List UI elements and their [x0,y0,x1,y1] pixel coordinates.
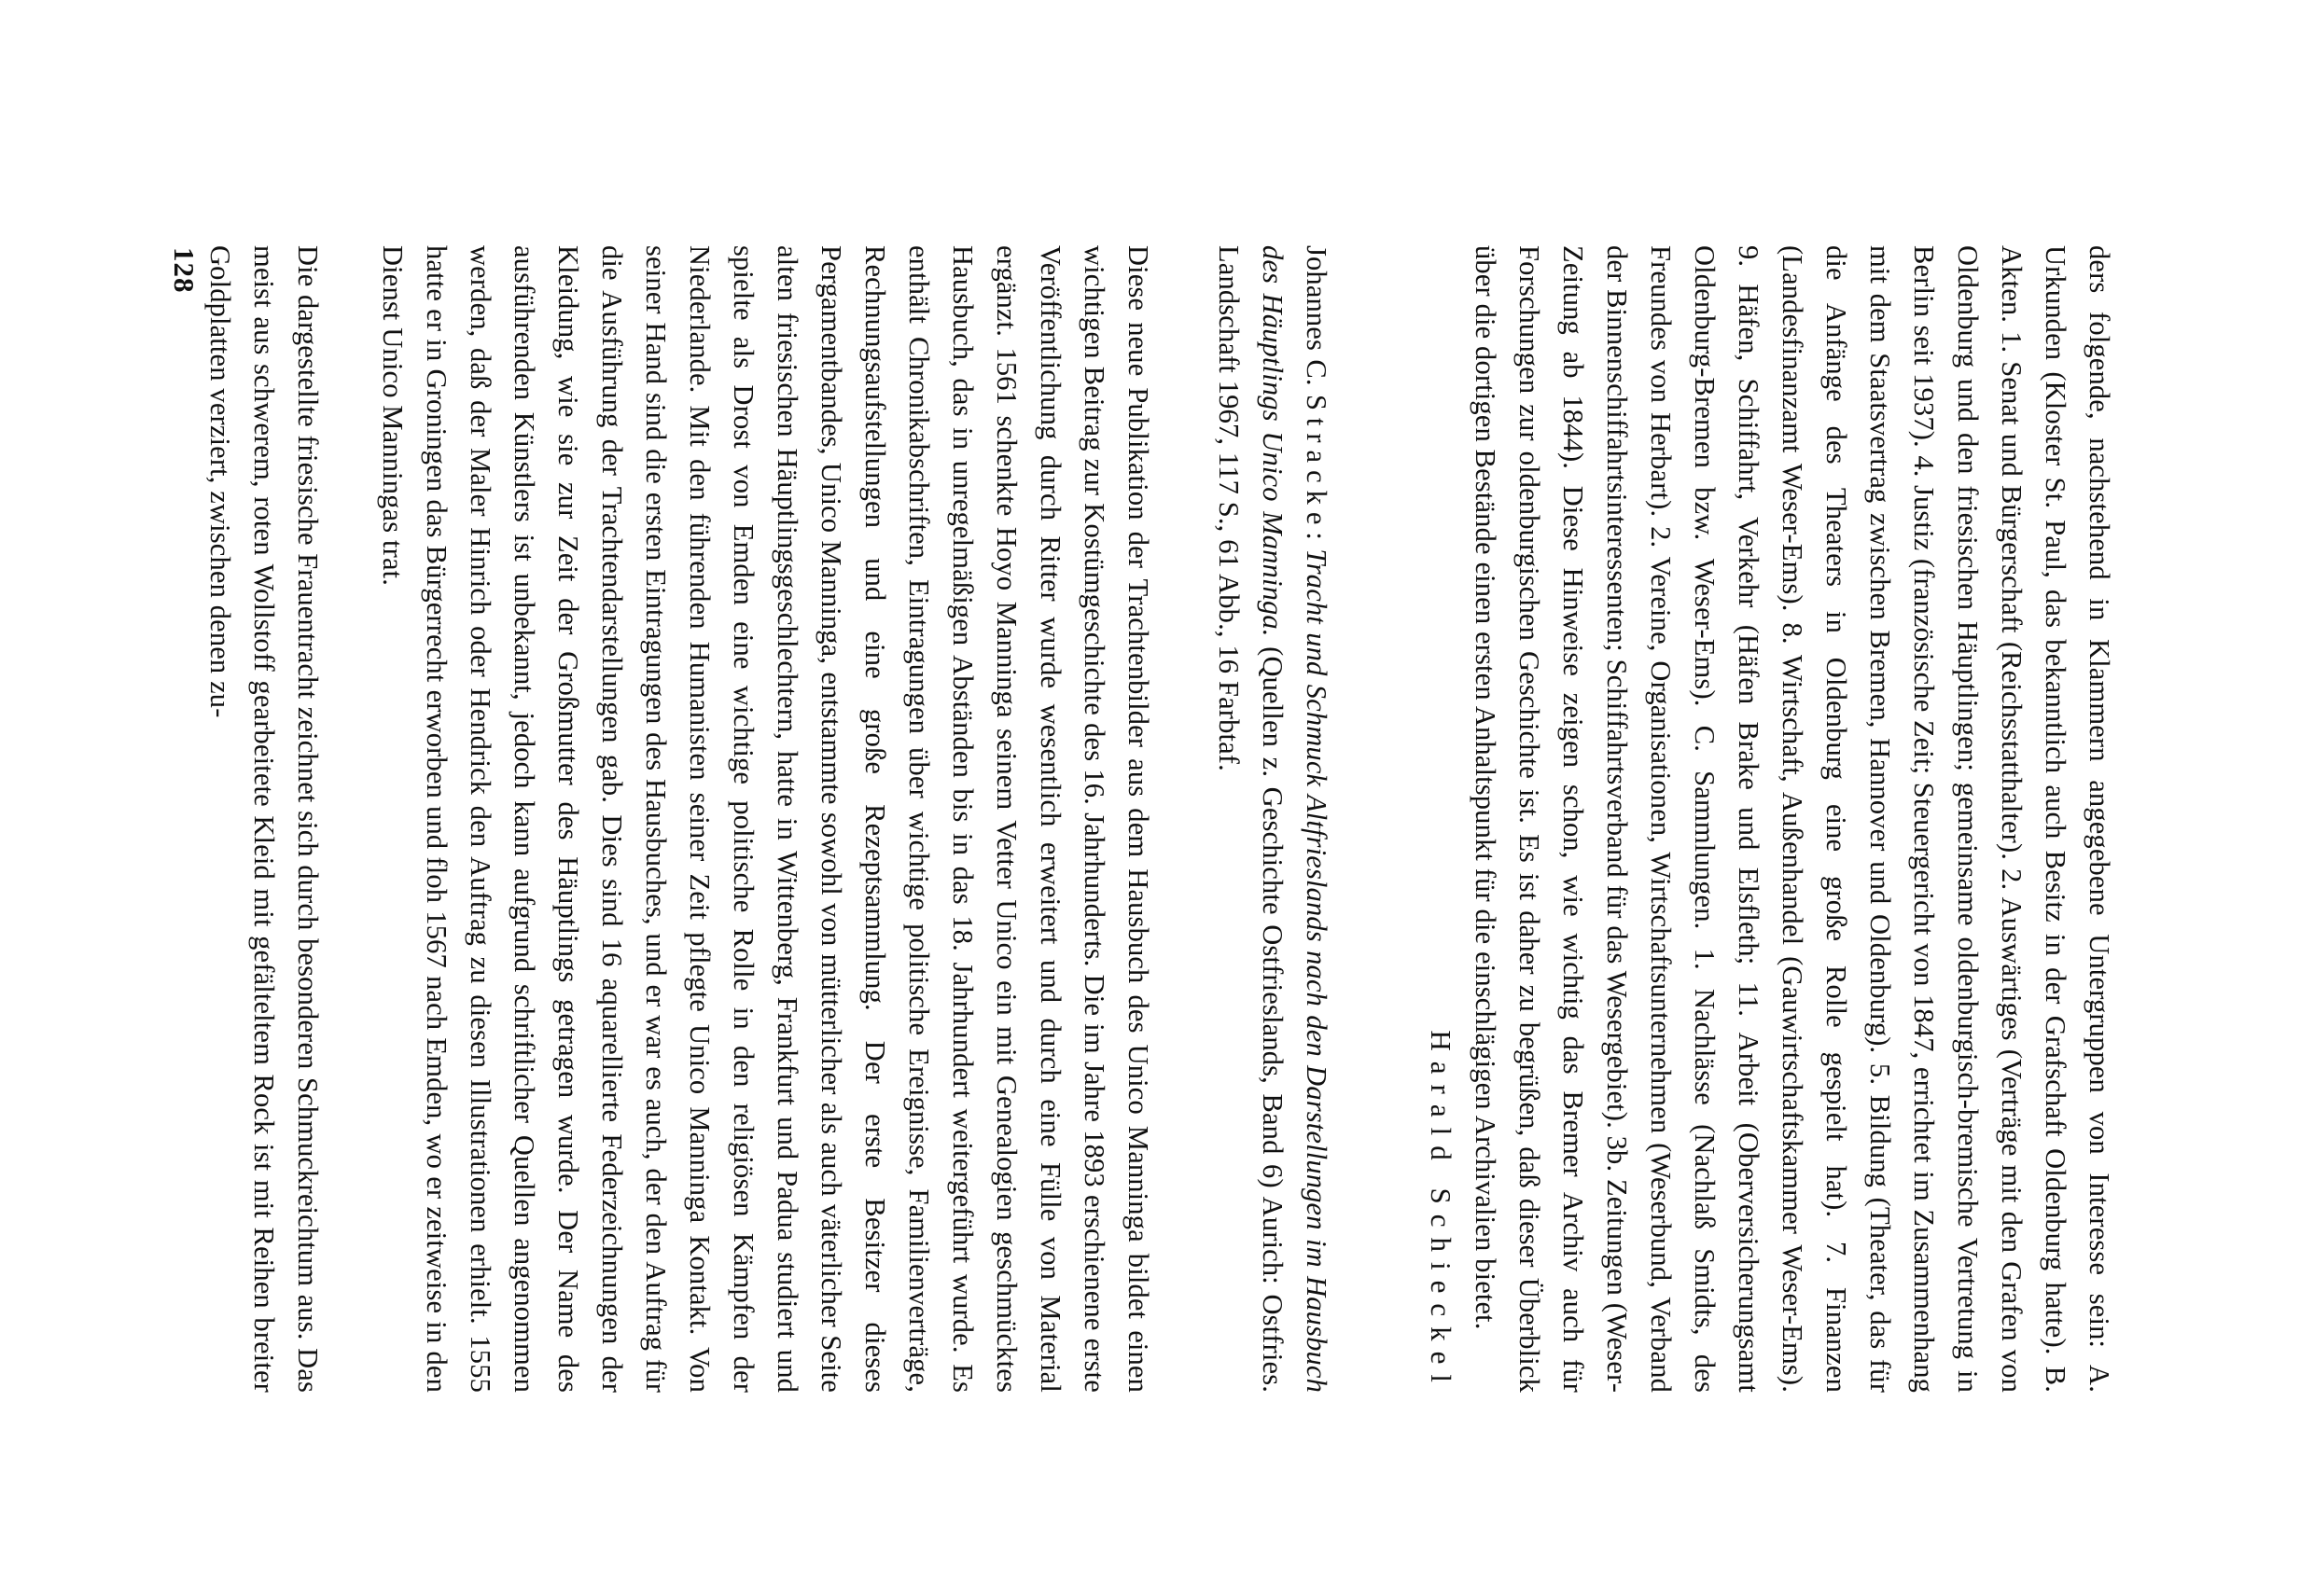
reviewer-signature: Harald Schieckel [1425,1030,1457,1393]
page-number: 128 [168,247,201,294]
text-column [198,245,2121,1393]
paragraph-gap [329,245,370,1393]
paragraph-gap [1160,245,1206,1393]
continuation-paragraph: ders folgende, nachstehend in Klammern angegebene Untergruppen von Interesse sein: A. Urkunden (Kloster St. Paul, das bekanntlich auch Besitz in der Grafschaft Oldenburg hatte). B. Akten. 1. Senat und Bürgerschaft (Reichsstatthalter). 2. Auswärtiges (Verträge mit den Grafen von Oldenburg und den friesischen Häuptlingen; gemeinsame oldenburgisch-bremische Vertretung in Berlin seit 1937). 4. Justiz (französische Zeit; Steuergericht von 1847, errichtet im Zusammenhang mit dem Staatsvertrag zwischen Bremen, Hannover und Oldenburg). 5. Bildung (Theater, das für die Anfänge des Theaters in Oldenburg eine große Rolle gespielt hat). 7. Finanzen (Landesfinanzamt Weser-Ems). 8. Wirtschaft, Außenhandel (Gauwirtschaftskammer Weser-Ems). 9. Häfen, Schiffahrt, Verkehr (Häfen Brake und Elsfleth; 11. Arbeit (Oberversicherungsamt Oldenburg-Bremen bzw. Weser-Ems). C. Sammlungen. 1. Nachlässe (Nachlaß Smidts, des Freundes von Herbart). 2. Vereine, Organisationen, Wirtschaftsunternehmen (Weserbund, Verband der Binnenschiffahrtsinteressenten; Schiffahrtsverband für das Wesergebiet). 3b. Zeitungen (Weser-Zeitung ab 1844). Diese Hinweise zeigen schon, wie wichtig das Bremer Archiv auch für Forschungen zur oldenburgischen Geschichte ist. Es ist daher zu begrüßen, daß dieser Überblick über die dortigen Bestände einen ersten Anhaltspunkt für die einschlägigen Archivalien bietet. [1470,245,2115,1393]
review-author-colon: : [1301,532,1332,541]
section-gap [1338,245,1419,1393]
review-heading [1206,245,1338,1393]
review-author-last: Stracke [1301,394,1332,533]
review-book-title: Tracht und Schmuck Altfrieslands nach den Darstellungen im Hausbuch des Häuptlings Unico Manninga. [1257,245,1332,1393]
review-paragraph-1: Diese neue Publikation der Trachtenbilder aus dem Hausbuch des Unico Manninga bildet einen wichtigen Beitrag zur Kostümgeschichte des 16. Jahrhunderts. Die im Jahre 1893 erschienene erste Veröffentlichung durch Ritter wurde wesentlich erweitert und durch eine Fülle von Material ergänzt. 1561 schenkte Hoyo Manninga seinem Vetter Unico ein mit Genealogien geschmücktes Hausbuch, das in unregelmäßigen Abständen bis in das 18. Jahrhundert weitergeführt wurde. Es enthält Chronikabschriften, Eintragungen über wichtige politische Ereignisse, Familienverträge, Rechnungsaufstellungen und eine große Rezeptsammlung. Der erste Besitzer dieses Pergamentbandes, Unico Manninga, entstammte sowohl von mütterlicher als auch väterlicher Seite alten friesischen Häuptlingsgeschlechtern, hatte in Wittenberg, Frankfurt und Padua studiert und spielte als Drost von Emden eine wichtige politische Rolle in den religiösen Kämpfen der Niederlande. Mit den führenden Humanisten seiner Zeit pflegte Unico Manninga Kontakt. Von seiner Hand sind die ersten Eintragungen des Hausbuches, und er war es auch, der den Auftrag für die Ausführung der Trachtendarstellungen gab. Dies sind 16 aquarellierte Federzeichnungen der Kleidung, wie sie zur Zeit der Großmutter des Häuptlings getragen wurde. Der Name des ausführenden Künstlers ist unbekannt, jedoch kann aufgrund schriftlicher Quellen angenommen werden, daß der Maler Hinrich oder Hendrick den Auftrag zu diesen Illustrationen erhielt. 1555 hatte er in Groningen das Bürgerrecht erworben und floh 1567 nach Emden, wo er zeitweise in den Dienst Unico Manningas trat. [377,245,1154,1393]
review-publication-details: (Quellen z. Geschichte Ostfrieslands, Band 6) Aurich: Ostfries. Landschaft 1967, 117 S., 61 Abb., 16 Farbtaf. [1213,245,1289,1393]
review-author-first: Johannes C. [1301,245,1332,386]
review-paragraph-2: Die dargestellte friesische Frauentracht zeichnet sich durch besonderen Schmuckreichtum aus. Das meist aus schwerem, roten Wollstoff gearbeitete Kleid mit gefälteltem Rock ist mit Reihen breiter Goldplatten verziert, zwischen denen zu- [204,245,324,1393]
